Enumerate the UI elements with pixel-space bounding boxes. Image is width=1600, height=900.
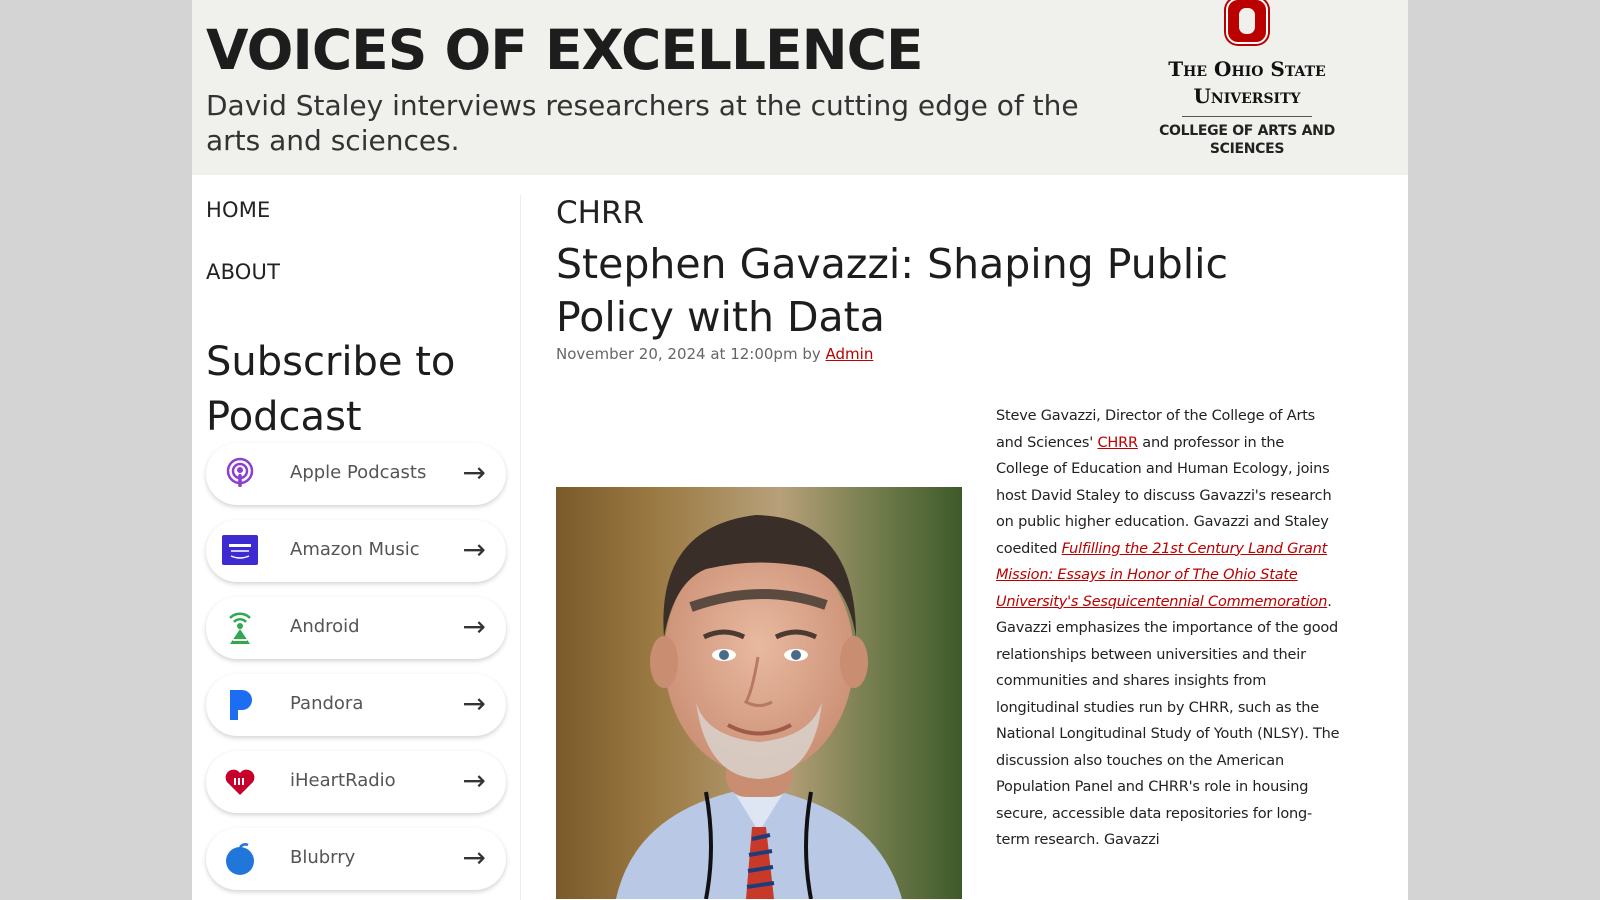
post-body bbox=[996, 403, 1341, 854]
post-title[interactable]: Stephen Gavazzi: Shaping Public Policy with Data bbox=[556, 240, 1229, 341]
post-date: November 20, 2024 at 12:00pm by bbox=[556, 345, 826, 363]
subscribe-label: Apple Podcasts bbox=[290, 462, 427, 483]
book-link[interactable]: Fulfilling the 21st Century Land Grant Mission: Essays in Honor of The Ohio State University's Sesquicentennial Commemoration bbox=[996, 540, 1328, 610]
post-category[interactable]: CHRR bbox=[556, 195, 645, 231]
subscribe-heading: Subscribe to Podcast bbox=[206, 339, 456, 440]
guest-portrait bbox=[556, 487, 962, 899]
iheartradio-icon bbox=[222, 764, 258, 800]
subscribe-label: iHeartRadio bbox=[290, 770, 396, 791]
university-name: The Ohio State University bbox=[1168, 57, 1326, 108]
logo-divider bbox=[1182, 116, 1312, 117]
page bbox=[192, 0, 1408, 900]
site-title[interactable]: VOICES OF EXCELLENCE bbox=[206, 18, 923, 82]
chrr-link[interactable]: CHRR bbox=[1097, 434, 1138, 451]
apple-podcasts-icon bbox=[222, 456, 258, 492]
portrait-image bbox=[556, 487, 962, 899]
subscribe-android-button[interactable] bbox=[206, 597, 506, 659]
android-icon bbox=[222, 610, 258, 646]
arrow-right-icon: → bbox=[462, 610, 486, 643]
site-header bbox=[192, 0, 1408, 175]
subscribe-iheartradio-button[interactable] bbox=[206, 751, 506, 813]
post-meta bbox=[556, 345, 873, 363]
subscribe-label: Blubrry bbox=[290, 847, 356, 868]
subscribe-amazon-music-button[interactable] bbox=[206, 520, 506, 582]
block-o-icon bbox=[1222, 0, 1272, 48]
pandora-icon bbox=[222, 687, 258, 723]
nav-home[interactable]: HOME bbox=[206, 198, 271, 222]
amazon-music-icon bbox=[222, 533, 258, 569]
arrow-right-icon: → bbox=[462, 764, 486, 797]
site-tagline: David Staley interviews researchers at the cutting edge of the arts and sciences. bbox=[206, 89, 1079, 157]
subscribe-pandora-button[interactable] bbox=[206, 674, 506, 736]
nav-about[interactable]: ABOUT bbox=[206, 260, 281, 284]
post-body-text: Steve Gavazzi, Director of the College of Arts and Sciences' bbox=[996, 408, 1316, 451]
author-link[interactable]: Admin bbox=[825, 345, 874, 363]
subscribe-apple-podcasts-button[interactable] bbox=[206, 443, 506, 505]
subscribe-label: Pandora bbox=[290, 693, 364, 714]
sidebar bbox=[192, 175, 522, 900]
college-name: COLLEGE OF ARTS AND SCIENCES bbox=[1159, 123, 1335, 157]
subscribe-label: Android bbox=[290, 616, 360, 637]
arrow-right-icon: → bbox=[462, 687, 486, 720]
blubrry-icon bbox=[222, 841, 258, 877]
arrow-right-icon: → bbox=[462, 533, 486, 566]
sidebar-divider bbox=[520, 195, 521, 900]
main-content bbox=[556, 175, 1376, 900]
arrow-right-icon: → bbox=[462, 841, 486, 874]
osu-logo[interactable] bbox=[1147, 0, 1347, 175]
arrow-right-icon: → bbox=[462, 456, 486, 489]
post-body-text: . Gavazzi emphasizes the importance of the good relationships between universities and their communities and shares insights from longitudinal studies run by CHRR, such as the National Longitudinal Study of Youth (NLSY). The discussion also touches on the American Population Panel and CHRR's role in housing secure, accessible data repositories for long-term research. Gavazzi bbox=[996, 593, 1340, 848]
post-body-text: and professor in the College of Education and Human Ecology, joins host David Staley to discuss Gavazzi's research on public higher education. Gavazzi and Staley coedited bbox=[996, 434, 1332, 557]
subscribe-label: Amazon Music bbox=[290, 539, 420, 560]
subscribe-blubrry-button[interactable] bbox=[206, 828, 506, 890]
